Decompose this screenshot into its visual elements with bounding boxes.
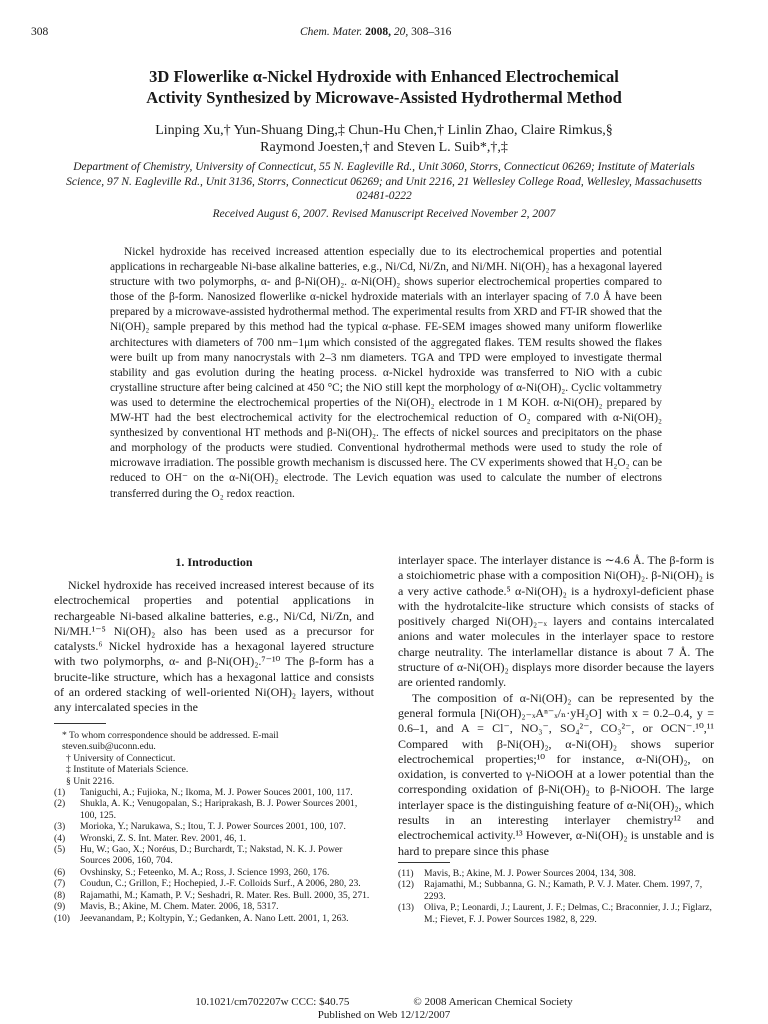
footnote-divider [54,723,106,724]
reference-number: (5) [54,844,66,856]
intro-paragraph-2: The composition of α-Ni(OH)₂ can be represented by the general formula [Ni(OH)₂₋ₓAⁿ⁻ₓ/ₙ·yH₂O] with x = 0.2–0.4, y = 0.6–1, and A = Cl⁻, NO₃⁻, SO₄²⁻, CO₃²⁻, or OCN⁻.¹⁰,¹¹ Compared with β-Ni(OH)₂, α-Ni(OH)₂ shows superior electrochemical properties;¹⁰ for instance, α-Ni(OH)₂, on oxidation, is converted to γ-NiOOH at a lower potential than the corresponding oxidation of β-Ni(OH)₂ to β-NiOOH. The large interlayer space is the distinguishing feature of α-Ni(OH)₂, which results in an interesting interlayer chemistry¹² and electrochemical activity.¹³ However, α-Ni(OH)₂ is unstable and is hard to prepare since this phase [398,690,714,858]
reference-list [54,787,374,924]
left-column [54,553,374,716]
footnotes-left [54,730,374,924]
journal-citation [300,26,451,38]
affiliation-note-dagger: † University of Connecticut. [66,752,176,764]
footnote-divider [398,862,450,863]
reference-number: (4) [54,832,66,844]
reference-item [54,833,374,844]
journal-pages: 308–316 [411,26,452,38]
reference-text: Hu, W.; Gao, X.; Noréus, D.; Burchardt, T.; Nakstad, N. K. J. Power Sources 2006, 160, 704. [80,844,343,867]
reference-text: Morioka, Y.; Narukawa, S.; Itou, T. J. Power Sources 2001, 100, 107. [80,821,346,833]
title-line-2: Activity Synthesized by Microwave-Assisted Hydrothermal Method [146,88,622,107]
abstract [110,245,662,502]
affiliation: Department of Chemistry, University of Connecticut, 55 N. Eagleville Rd., Unit 3060, Storrs, Connecticut 06269; Institute of Materials Science, 97 N. Eagleville Rd., Unit 3136, Storrs, Connecticut 06269; and Unit 2216, 21 Wellesley College Road, Wellesley, Massachusetts 02481-0222 [66,161,702,202]
author-list [60,122,708,156]
authors-line-1: Linping Xu,† Yun-Shuang Ding,‡ Chun-Hu Chen,† Linlin Zhao, Claire Rimkus,§ [155,123,613,138]
reference-item [54,844,374,867]
reference-item [54,821,374,832]
reference-number: (7) [54,878,66,890]
reference-item [54,913,374,924]
reference-item [54,878,374,889]
published-date: Published on Web 12/12/2007 [317,1009,451,1021]
reference-item [54,787,374,798]
reference-text: Shukla, A. K.; Venugopalan, S.; Hariprakash, B. J. Power Sources 2001, 100, 125. [80,798,358,821]
page-number: 308 [31,26,49,38]
reference-number: (12) [398,879,414,891]
reference-number: (10) [54,912,70,924]
intro-paragraph-1: Nickel hydroxide has received increased interest because of its electrochemical properties and potential applications in rechargeable Ni-based alkaline batteries, e.g., Ni/Cd, Ni/Zn, and Ni/MH.¹⁻⁵ Ni(OH)₂ also has been used as a precursor for catalysts.⁶ Nickel hydroxide has a hexagonal layered structure with two polymorphs, α- and β-Ni(OH)₂.⁷⁻¹⁰ The β-form has a brucite-like structure, which has a hexagonal lattice and consists of an ordered stacking of well-oriented Ni(OH)₂ layers, without any intercalated species in the [54,578,374,715]
reference-text: Jeevanandam, P.; Koltypin, Y.; Gedanken, A. Nano Lett. 2001, 1, 263. [80,912,349,924]
correspondence-note: * To whom correspondence should be addressed. E-mail steven.suib@uconn.edu. [62,730,279,753]
reference-text: Wronski, Z. S. Int. Mater. Rev. 2001, 46, 1. [80,832,247,844]
reference-item [398,868,714,879]
page-footer [0,996,768,1022]
footnotes-right [398,868,714,925]
copyright-line: © 2008 American Chemical Society [413,996,573,1008]
reference-number: (9) [54,901,66,913]
reference-item [54,798,374,821]
reference-number: (2) [54,798,66,810]
reference-text: Mavis, B.; Akine, M. J. Power Sources 2004, 134, 308. [424,868,636,879]
reference-number: (11) [398,868,414,879]
received-dates: Received August 6, 2007. Revised Manuscript Received November 2, 2007 [212,208,556,220]
reference-text: Oliva, P.; Leonardi, J.; Laurent, J. F.; Delmas, C.; Braconnier, J. J.; Figlarz, M.; Fievet, F. J. Power Sources 1982, 8, 229. [424,902,712,925]
reference-item [54,867,374,878]
doi-line: 10.1021/cm702207w CCC: $40.75 [195,996,350,1008]
reference-text: Mavis, B.; Akine, M. Chem. Mater. 2006, 18, 5317. [80,901,279,913]
article-title [60,66,708,108]
reference-number: (13) [398,902,414,914]
reference-number: (8) [54,889,66,901]
journal-name: Chem. Mater. [300,26,363,38]
reference-number: (3) [54,821,66,833]
reference-item [398,879,714,902]
reference-text: Ovshinsky, S.; Feteenko, M. A.; Ross, J. Science 1993, 260, 176. [80,866,330,878]
reference-number: (1) [54,787,66,799]
authors-line-2: Raymond Joesten,† and Steven L. Suib*,†,‡ [260,140,508,155]
reference-text: Rajamathi, M.; Subbanna, G. N.; Kamath, P. V. J. Mater. Chem. 1997, 7, 2293. [424,879,703,902]
reference-number: (6) [54,866,66,878]
reference-text: Taniguchi, A.; Fujioka, N.; Ikoma, M. J. Power Souces 2001, 100, 117. [80,787,353,799]
section-heading: 1. Introduction [175,555,253,569]
reference-item [54,890,374,901]
reference-item [398,902,714,925]
intro-paragraph-1-continued: interlayer space. The interlayer distance is ∼4.6 Å. The β-form is a stoichiometric phase with a composition Ni(OH)₂. β-Ni(OH)₂ is a very active cathode.⁵ α-Ni(OH)₂ is a hydroxyl-deficient phase with the hydrotalcite-like structure which consists of stacks of positively charged Ni(OH)₂₋ₓ layers and contains intercalated anions and water molecules in the interlayer space to restore charge neutrality. The interlamellar distance is about 7 Å. The structure of α-Ni(OH)₂ displays more disorder because the layers are oriented randomly. [398,553,714,690]
affiliation-note-ddagger: ‡ Institute of Materials Science. [66,764,189,776]
title-line-1: 3D Flowerlike α-Nickel Hydroxide with Enhanced Electrochemical [149,67,619,86]
abstract-text: Nickel hydroxide has received increased attention especially due to its electrochemical properties and potential applications in rechargeable Ni-base alkaline batteries, e.g., Ni/Cd, Ni/Zn, and Ni/MH. Ni(OH)₂ has a hexagonal layered structure with two polymorphs, α- and β-Ni(OH)₂. α-Ni(OH)₂ shows superior electrochemical properties compared to those of the β-form. Nanosized flowerlike α-nickel hydroxide materials with an interlayer spacing of 7.0 Å have been prepared by a microwave-assisted hydrothermal method. The experimental results from XRD and FT-IR showed that the Ni(OH)₂ sample prepared by this method had the typical α-phase. FE-SEM images showed many uniform flowerlike architectures with diameters of 700 nm−1μm which consisted of the aggregated flakes. TEM results showed the flakes were built up from many nanocrystals with 2–3 nm diameters. TGA and TPD were employed to investigate thermal stability and gas evolution during the heating process. α-Nickel hydroxide was transferred to NiO with a cubic crystalline structure after being calcined at 450 °C; the NiO still kept the morphology of α-Ni(OH)₂. Cyclic voltammetry was used to determine the electrochemical properties of the Ni(OH)₂ electrode in 1 M KOH. α-Ni(OH)₂ prepared by MW-HT had the best electrochemical activity for the electrochemical reduction of O₂ compared with α-Ni(OH)₂ synthesized by conventional HT methods and β-Ni(OH)₂. The effects of nickel sources and precipitators on the phase and morphology of the products were studied. Conventional hydrothermal methods were used to study the role of microwave irradiation. The possible growth mechanism is discussed here. The CV experiments showed that H₂O₂ can be reduced to OH⁻ on the α-Ni(OH)₂ electrode. The Levich equation was used to calculate the number of electrons transferred during the O₂ redox reaction. [110,246,662,500]
affiliation-note-section: § Unit 2216. [66,775,115,787]
reference-text: Rajamathi, M.; Kamath, P. V.; Seshadri, R. Mater. Res. Bull. 2000, 35, 271. [80,889,370,901]
reference-item [54,901,374,912]
reference-text: Coudun, C.; Grillon, F.; Hochepied, J.-F. Colloids Surf., A 2006, 280, 23. [80,878,361,890]
right-column [398,553,714,859]
journal-year: 2008, [365,26,392,38]
journal-volume: 20, [393,26,409,38]
